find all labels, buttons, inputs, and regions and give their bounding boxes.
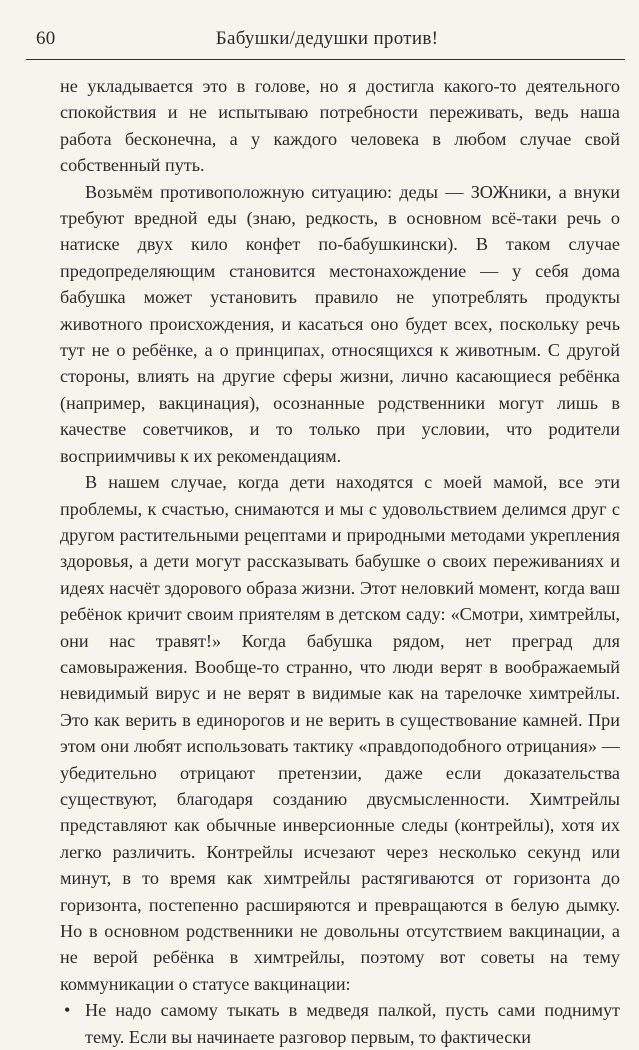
paragraph-continuation: не укладывается это в голове, но я достигла какого-то деятельного спокойствия и не испытываю потребности переживать, ведь наша работа бесконечна, а у каждого человека в любом случае свой собственный путь. xyxy=(60,76,620,176)
running-title: Бабушки/дедушки против! xyxy=(215,28,439,49)
header-rule xyxy=(26,59,625,60)
bullet-item xyxy=(60,997,620,1050)
bullet-icon: • xyxy=(64,1000,71,1021)
paragraph: В нашем случае, когда дети находятся с моей мамой, все эти проблемы, к счастью, снимаются и мы с удовольствием делимся друг с другом растительными рецептами и природными методами укрепления здоровья, а дети могут рассказывать бабушке о своих переживаниях и идеях насчёт здорового образа жизни. Этот неловкий момент, когда ваш ребёнок кричит своим приятелям в детском саду: «Смотри, химтрейлы, они нас травят!» Когда бабушка рядом, нет преград для самовыражения. Вообще-то странно, что люди верят в воображаемый невидимый вирус и не верят в видимые как на тарелочке химтрейлы. Это как верить в единорогов и не верить в существование камней. При этом они любят использовать тактику «правдоподобного отрицания» — убедительно отрицают претензии, даже если доказательства существуют, благодаря созданию двусмысленности. Химтрейлы представляют как обычные инверсионные следы (контрейлы), хотя их легко различить. Контрейлы исчезают через несколько секунд или минут, в то время как химтрейлы растягиваются от горизонта до горизонта, постепенно расширяются и превращаются в белую дымку. Но в основном родственники не довольны отсутствием вакцинации, а не верой ребёнка в химтрейлы, поэтому вот советы на тему коммуникации о статусе вакцинации: xyxy=(60,472,620,994)
main-text xyxy=(60,73,620,1050)
bullet-text: Не надо самому тыкать в медведя палкой, пусть сами поднимут тему. Если вы начинаете разговор первым, то фактически xyxy=(85,1000,620,1047)
bullet-list xyxy=(60,997,620,1050)
page-header xyxy=(36,28,618,58)
paragraph: Возьмём противоположную ситуацию: деды — ЗОЖники, а внуки требуют вредной еды (знаю, редкость, в основном всё-таки речь о натиске двух кило конфет по-бабушкински). В таком случае предопределяющим становится местонахождение — у себя дома бабушка может установить правило не употреблять продукты животного происхождения, и касаться оно будет всех, поскольку речь тут не о ребёнке, а о принципах, относящихся к животным. С другой стороны, влиять на другие сферы жизни, лично касающиеся ребёнка (например, вакцинация), осознанные родственники могут лишь в качестве советчиков, и то только при условии, что родители восприимчивы к их рекомендациям. xyxy=(60,181,620,466)
page-number: 60 xyxy=(36,28,56,49)
